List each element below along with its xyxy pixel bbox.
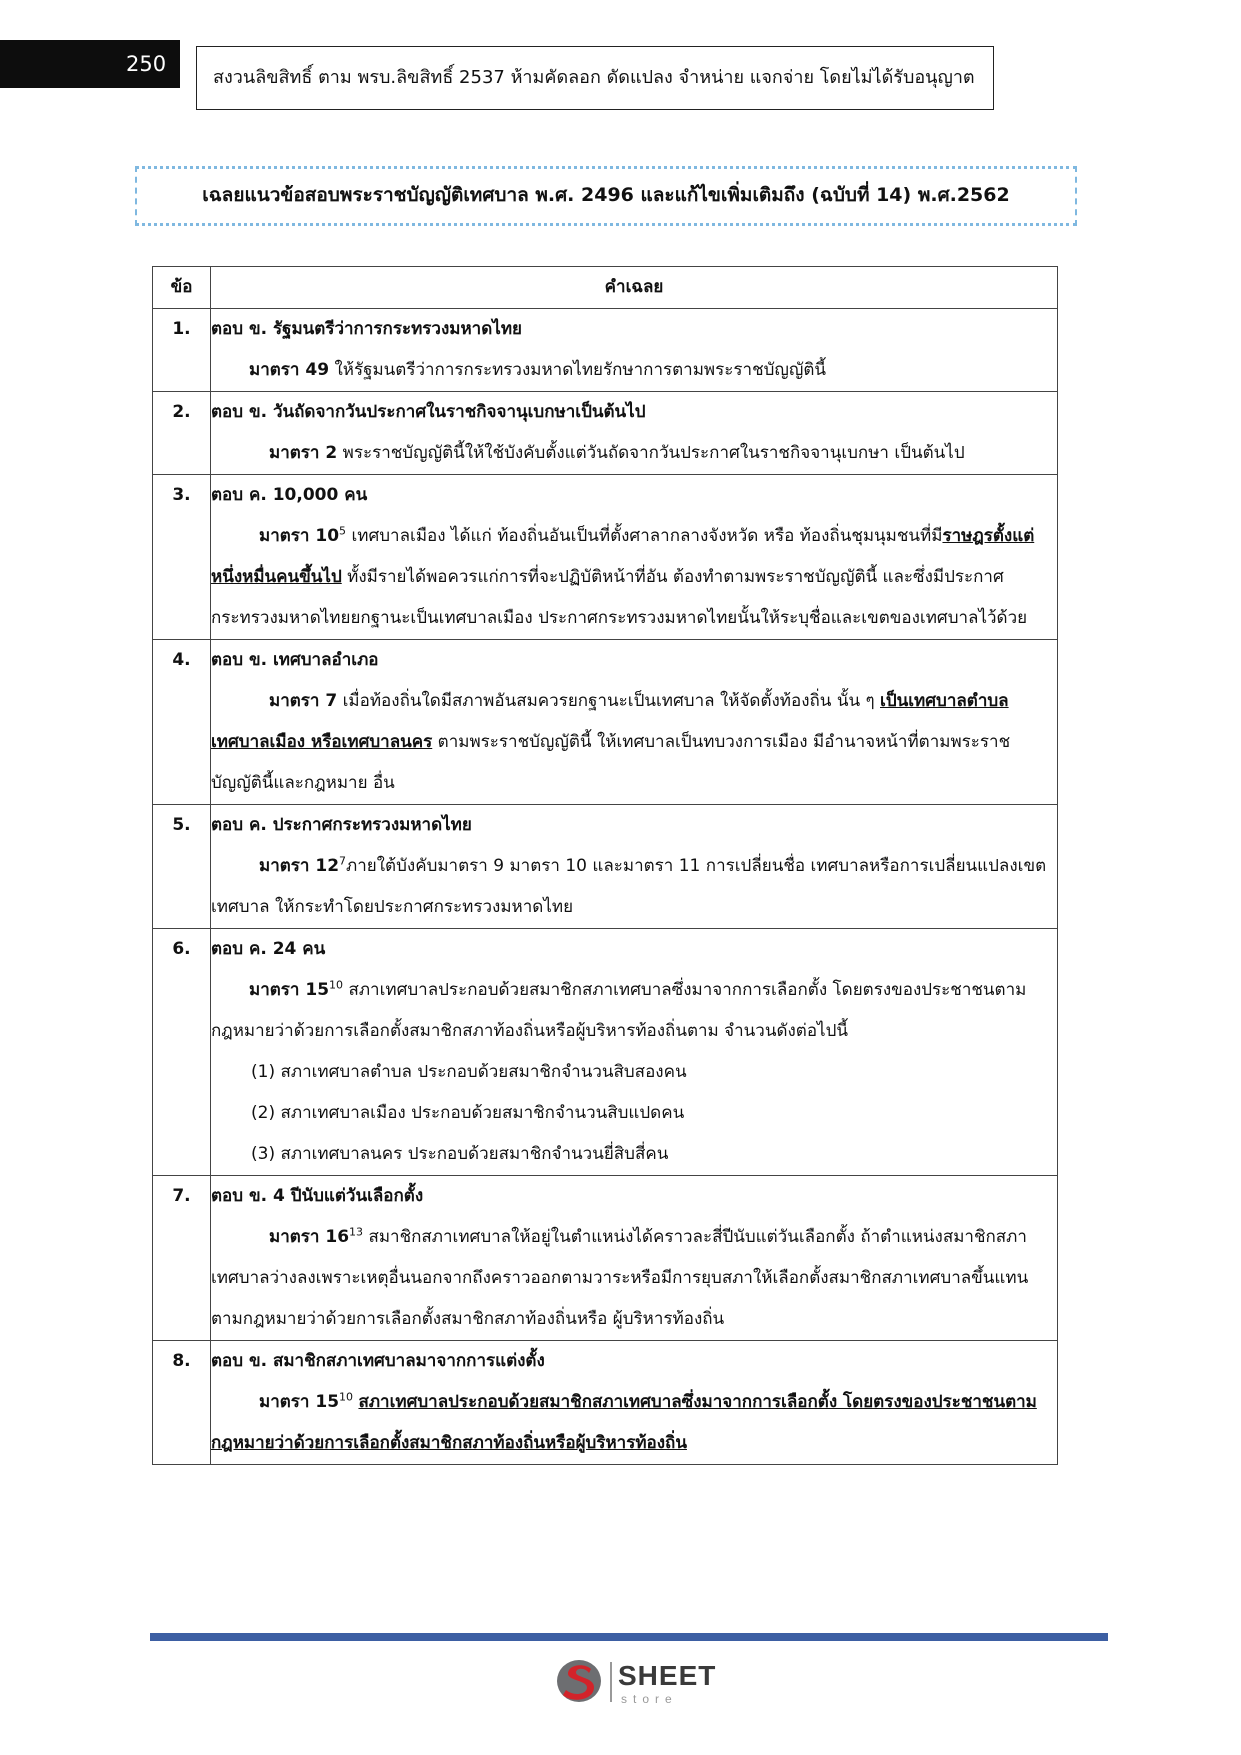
list-item: (1) สภาเทศบาลตำบล ประกอบด้วยสมาชิกจำนวนสิบสองคน (251, 1062, 687, 1082)
header-answer: คำเฉลย (211, 267, 1058, 309)
article-text: ให้รัฐมนตรีว่าการกระทรวงมหาดไทยรักษาการตามพระราชบัญญัตินี้ (329, 360, 827, 380)
article-ref: มาตรา 12 (259, 856, 340, 876)
page-number: 250 (126, 52, 167, 76)
row-number: 4. (153, 640, 211, 805)
law-excerpt (211, 516, 1057, 639)
logo-subtext: store (621, 1692, 678, 1706)
footer-divider (150, 1633, 1108, 1641)
article-text: เมื่อท้องถิ่นใดมีสภาพอันสมควรยกฐานะเป็นเทศบาล ให้จัดตั้งท้องถิ่น นั้น ๆ (337, 691, 881, 711)
table-header-row (153, 267, 1058, 309)
copyright-notice: สงวนลิขสิทธิ์ ตาม พรบ.ลิขสิทธิ์ 2537 ห้ามคัดลอก ดัดแปลง จำหน่าย แจกจ่าย โดยไม่ได้รับอนุญาต (196, 46, 994, 110)
answer-choice: ตอบ ข. รัฐมนตรีว่าการกระทรวงมหาดไทย (211, 319, 522, 339)
law-excerpt (211, 433, 1057, 474)
article-ref: มาตรา 49 (249, 360, 330, 380)
law-excerpt (211, 1217, 1057, 1340)
row-number: 2. (153, 392, 211, 475)
answer-choice: ตอบ ข. วันถัดจากวันประกาศในราชกิจจานุเบกษาเป็นต้นไป (211, 402, 646, 422)
answer-choice: ตอบ ข. เทศบาลอำเภอ (211, 650, 379, 670)
list-item: (2) สภาเทศบาลเมือง ประกอบด้วยสมาชิกจำนวนสิบแปดคน (251, 1103, 685, 1123)
footnote-ref: 5 (339, 524, 347, 538)
table-row (153, 805, 1058, 929)
footnote-ref: 7 (339, 854, 347, 868)
page-number-box (0, 40, 180, 88)
answer-choice: ตอบ ข. สมาชิกสภาเทศบาลมาจากการแต่งตั้ง (211, 1351, 545, 1371)
list-item: (3) สภาเทศบาลนคร ประกอบด้วยสมาชิกจำนวนยี่สิบสี่คน (251, 1144, 669, 1164)
table-row (153, 392, 1058, 475)
table-row (153, 1341, 1058, 1465)
answer-choice: ตอบ ข. 4 ปีนับแต่วันเลือกตั้ง (211, 1186, 424, 1206)
article-ref: มาตรา 16 (269, 1227, 350, 1247)
logo-text: SHEET (618, 1660, 717, 1691)
article-ref: มาตรา 15 (249, 980, 330, 1000)
row-number: 8. (153, 1341, 211, 1465)
document-title: เฉลยแนวข้อสอบพระราชบัญญัติเทศบาล พ.ศ. 2496 และแก้ไขเพิ่มเติมถึง (ฉบับที่ 14) พ.ศ.2562 (135, 166, 1077, 226)
sheet-store-s-icon (555, 1656, 607, 1706)
article-ref: มาตรา 15 (259, 1392, 340, 1412)
law-excerpt (211, 1382, 1057, 1464)
article-text: เทศบาลเมือง ได้แก่ ท้องถิ่นอันเป็นที่ตั้งศาลากลางจังหวัด หรือ ท้องถิ่นชุมนุมชนที่มี (346, 526, 943, 546)
answer-choice: ตอบ ค. 24 คน (211, 939, 326, 959)
article-text: สภาเทศบาลประกอบด้วยสมาชิกสภาเทศบาลซึ่งมาจากการเลือกตั้ง โดยตรงของประชาชนตามกฎหมายว่าด้วยการเลือกตั้งสมาชิกสภาท้องถิ่นหรือผู้บริหารท้องถิ่นตาม จำนวนดังต่อไปนี้ (211, 980, 1027, 1041)
article-text: ภายใต้บังคับมาตรา 9 มาตรา 10 และมาตรา 11 การเปลี่ยนชื่อ เทศบาลหรือการเปลี่ยนแปลงเขตเทศบาล ให้กระทำโดยประกาศกระทรวงมหาดไทย (211, 856, 1047, 917)
answer-table (152, 266, 1058, 1465)
table-row (153, 640, 1058, 805)
law-excerpt (211, 970, 1057, 1175)
sheet-store-logo (555, 1656, 735, 1706)
table-row (153, 309, 1058, 392)
table-row (153, 1176, 1058, 1341)
article-text: สมาชิกสภาเทศบาลให้อยู่ในตำแหน่งได้คราวละสี่ปีนับแต่วันเลือกตั้ง ถ้าตำแหน่งสมาชิกสภาเทศบาลว่างลงเพราะเหตุอื่นนอกจากถึงคราวออกตามวาระหรือมีการยุบสภาให้เลือกตั้งสมาชิกสภาเทศบาลขึ้นแทนตามกฎหมายว่าด้วยการเลือกตั้งสมาชิกสภาท้องถิ่นหรือ ผู้บริหารท้องถิ่น (211, 1227, 1029, 1329)
header-no: ข้อ (153, 267, 211, 309)
row-number: 3. (153, 475, 211, 640)
row-number: 7. (153, 1176, 211, 1341)
table-row (153, 475, 1058, 640)
footnote-ref: 13 (349, 1225, 364, 1239)
answer-choice: ตอบ ค. 10,000 คน (211, 485, 368, 505)
article-emphasis: สภาเทศบาลประกอบด้วยสมาชิกสภาเทศบาลซึ่งมาจากการเลือกตั้ง โดยตรงของประชาชนตามกฎหมายว่าด้วยการเลือกตั้งสมาชิกสภาท้องถิ่นหรือผู้บริหารท้องถิ่น (211, 1392, 1037, 1453)
article-ref: มาตรา 10 (259, 526, 340, 546)
row-number: 6. (153, 929, 211, 1176)
logo-divider (610, 1662, 612, 1702)
row-number: 1. (153, 309, 211, 392)
footnote-ref: 10 (339, 1390, 354, 1404)
article-text-cont: ตามพระราชบัญญัตินี้ ให้เทศบาลเป็นทบวงการเมือง มีอำนาจหน้าที่ตามพระราชบัญญัตินี้และกฎหมาย อื่น (211, 732, 1011, 793)
article-ref: มาตรา 7 (269, 691, 338, 711)
article-text-cont: ทั้งมีรายได้พอควรแก่การที่จะปฏิบัติหน้าที่อัน ต้องทำตามพระราชบัญญัตินี้ และซึ่งมีประกาศกระทรวงมหาดไทยยกฐานะเป็นเทศบาลเมือง ประกาศกระทรวงมหาดไทยนั้นให้ระบุชื่อและเขตของเทศบาลไว้ด้วย (211, 567, 1028, 628)
article-ref: มาตรา 2 (269, 443, 338, 463)
law-excerpt (211, 350, 1057, 391)
law-excerpt (211, 846, 1057, 928)
law-excerpt (211, 681, 1057, 804)
article-emphasis: เป็นเทศบาลตำบล เทศบาลเมือง หรือเทศบาลนคร (211, 691, 1009, 752)
table-row (153, 929, 1058, 1176)
answer-choice: ตอบ ค. ประกาศกระทรวงมหาดไทย (211, 815, 472, 835)
row-number: 5. (153, 805, 211, 929)
article-emphasis: ราษฎรตั้งแต่หนึ่งหมื่นคนขึ้นไป (211, 526, 1035, 587)
article-text: พระราชบัญญัตินี้ให้ใช้บังคับตั้งแต่วันถัดจากวันประกาศในราชกิจจานุเบกษา เป็นต้นไป (337, 443, 965, 463)
footnote-ref: 10 (329, 978, 344, 992)
